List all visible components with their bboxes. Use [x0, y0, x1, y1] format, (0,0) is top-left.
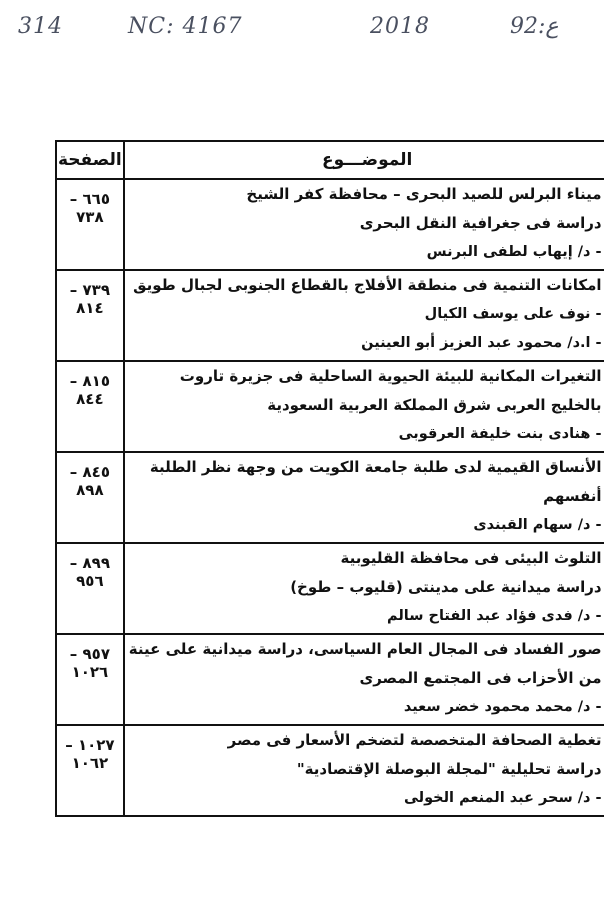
handwritten-page-number: 314 — [18, 14, 63, 39]
page-range: ١٠٢٧ – ١٠٦٢ — [56, 725, 124, 816]
article-title: الأنساق القيمية لدى طلبة جامعة الكويت من وجهة نظر الطلبة — [149, 458, 602, 476]
topic-cell — [124, 543, 604, 634]
page-header: الصفحة — [56, 141, 124, 179]
topic-cell — [124, 452, 604, 543]
article-title-continued: أنفسهم — [543, 487, 602, 505]
article-author: - د/ فدى فؤاد عبد الفتاح سالم — [386, 608, 602, 624]
article-subtitle: دراسة ميدانية على مدينتى (قليوب – طوخ) — [290, 578, 602, 596]
page-range: ٨٩٩ – ٩٥٦ — [56, 543, 124, 634]
topic-cell — [124, 634, 604, 725]
table-row — [56, 543, 604, 634]
article-author: - د/ محمد محمود خضر سعيد — [403, 699, 602, 715]
article-author: - نوف على يوسف الكيال — [424, 306, 602, 322]
header-row — [56, 141, 604, 179]
topic-cell — [124, 361, 604, 452]
article-subtitle: دراسة فى جغرافية النقل البحرى — [359, 214, 602, 232]
article-title: تغطية الصحافة المتخصصة لتضخم الأسعار فى مصر — [227, 731, 602, 749]
article-title: امكانات التنمية فى منطقة الأفلاج بالقطاع الجنوبى لجبال طويق — [133, 276, 602, 294]
page-range: ٧٣٩ – ٨١٤ — [56, 270, 124, 361]
table-row — [56, 634, 604, 725]
topic-cell — [124, 270, 604, 361]
table-row — [56, 179, 604, 270]
article-subtitle: دراسة تحليلية "لمجلة البوصلة الإقتصادية" — [296, 760, 602, 778]
article-author: - ا.د/ محمود عبد العزيز أبو العينين — [361, 335, 602, 351]
handwritten-catalog-number: NC: 4167 — [128, 14, 243, 39]
topic-header: الموضـــوع — [124, 141, 604, 179]
article-author: - د/ إيهاب لطفى البرنس — [426, 244, 602, 260]
handwritten-year: 2018 — [370, 14, 430, 39]
page-range: ٩٥٧ – ١٠٢٦ — [56, 634, 124, 725]
article-author: - د/ سهام القبندى — [473, 517, 602, 533]
article-author: - د/ سحر عبد المنعم الخولى — [403, 790, 602, 806]
page-range: ٨١٥ – ٨٤٤ — [56, 361, 124, 452]
topic-cell — [124, 179, 604, 270]
article-title: التلوث البيئى فى محافظة القليوبية — [340, 549, 602, 567]
article-title: التغيرات المكانية للبيئة الحيوية الساحلية فى جزيرة تاروت — [179, 367, 602, 385]
page-range: ٨٤٥ – ٨٩٨ — [56, 452, 124, 543]
article-title: صور الفساد فى المجال العام السياسى، دراسة ميدانية على عينة — [128, 640, 602, 658]
table-row — [56, 270, 604, 361]
article-author: - هنادى بنت خليفة العرقوبى — [398, 426, 602, 442]
article-title-continued: من الأحزاب فى المجتمع المصرى — [359, 669, 602, 687]
article-title: ميناء البرلس للصيد البحرى – محافظة كفر الشيخ — [246, 185, 602, 203]
handwritten-issue-number: 92:ع — [510, 14, 559, 39]
page-range: ٦٦٥ – ٧٣٨ — [56, 179, 124, 270]
table-row — [56, 452, 604, 543]
contents-table — [55, 140, 604, 817]
article-title-continued: بالخليج العربى شرق المملكة العربية السعودية — [267, 396, 602, 414]
table-row — [56, 361, 604, 452]
topic-cell — [124, 725, 604, 816]
table-row — [56, 725, 604, 816]
